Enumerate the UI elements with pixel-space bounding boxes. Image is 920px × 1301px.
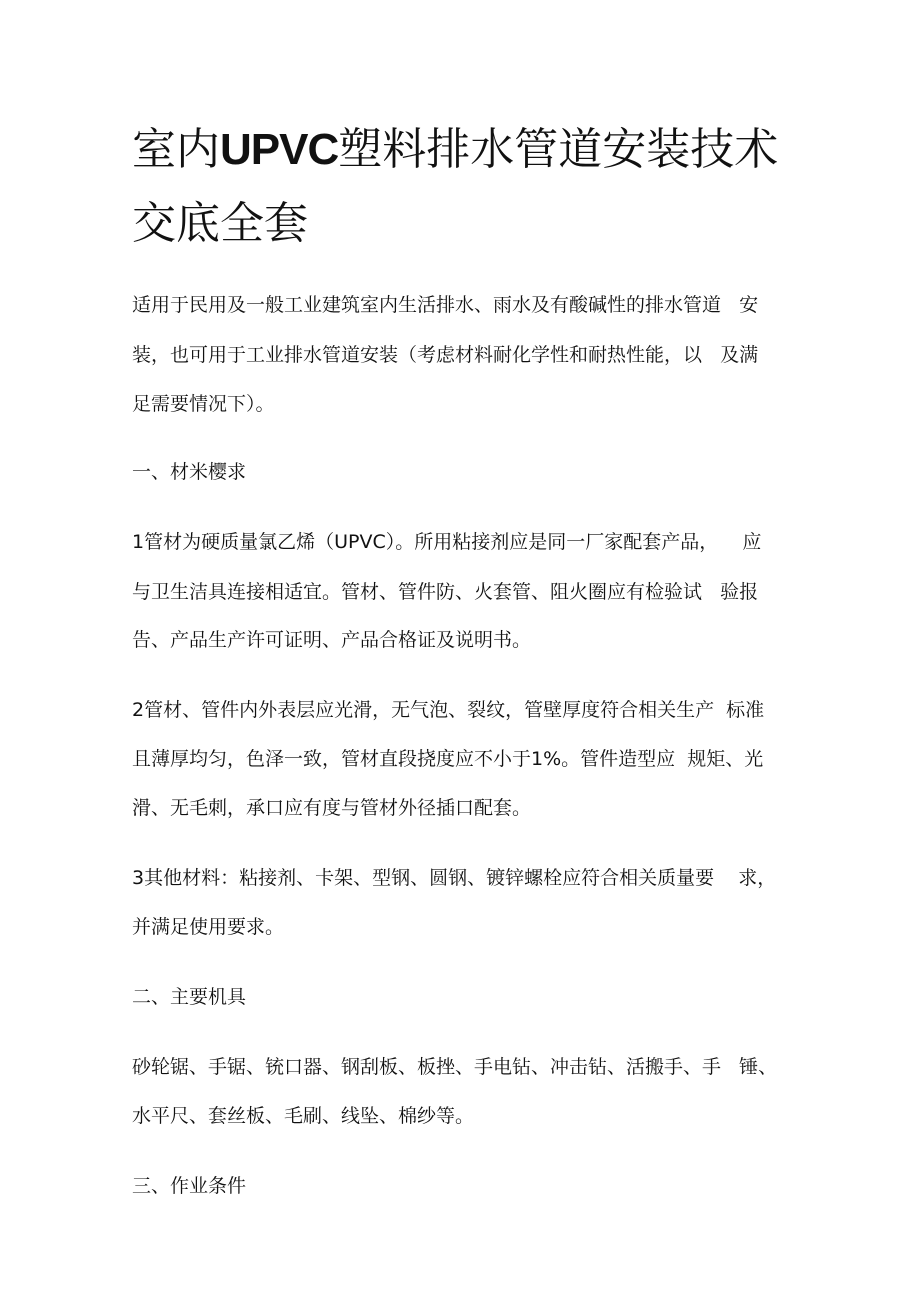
intro-paragraph-line: 装，也可用于工业排水管道安装（考虑材料耐化学性和耐热性能，以 及满 xyxy=(132,344,759,366)
item-3-line: 并满足使用要求。 xyxy=(132,916,285,938)
item-1-line: 1管材为硬质量氯乙烯（UPVC）。所用粘接剂应是同一厂家配套产品， 应 xyxy=(132,531,762,553)
intro-paragraph-line: 足需要情况下）。 xyxy=(132,393,275,415)
item-1-line: 告、产品生产许可证明、产品合格证及说明书。 xyxy=(132,629,532,651)
item-2-line: 且薄厚均匀，色泽一致，管材直段挠度应不小于1%。管件造型应 规矩、光 xyxy=(132,748,764,770)
section-heading-materials: 一、材米樱求 xyxy=(132,461,247,483)
section-heading-conditions: 三、作业条件 xyxy=(132,1175,247,1197)
document-title-line-1 xyxy=(132,124,779,175)
document-title-line-2: 交底全套 xyxy=(132,198,308,249)
item-2-line: 2管材、管件内外表层应光滑，无气泡、裂纹，管壁厚度符合相关生产 标准 xyxy=(132,699,765,721)
title-text-part: 塑料排水管道安装技术 xyxy=(338,124,779,175)
tools-list-line: 水平尺、套丝板、毛刷、线坠、棉纱等。 xyxy=(132,1105,475,1127)
item-1-line: 与卫生洁具连接相适宜。管材、管件防、火套管、阻火圈应有检验试 验报 xyxy=(132,581,759,603)
title-text-part: 室内 xyxy=(132,124,220,175)
item-3-line: 3其他材料：粘接剂、卡架、型钢、圆钢、镀锌螺栓应符合相关质量要 求， xyxy=(132,867,777,889)
item-2-line: 滑、无毛刺，承口应有度与管材外径插口配套。 xyxy=(132,797,532,819)
intro-paragraph-line: 适用于民用及一般工业建筑室内生活排水、雨水及有酸碱性的排水管道 安 xyxy=(132,294,759,316)
section-heading-tools: 二、主要机具 xyxy=(132,986,247,1008)
title-latin-part: UPVC xyxy=(220,125,339,174)
tools-list-line: 砂轮锯、手锯、铳口器、钢刮板、板挫、手电钻、冲击钻、活搬手、手 锤、 xyxy=(132,1056,778,1078)
